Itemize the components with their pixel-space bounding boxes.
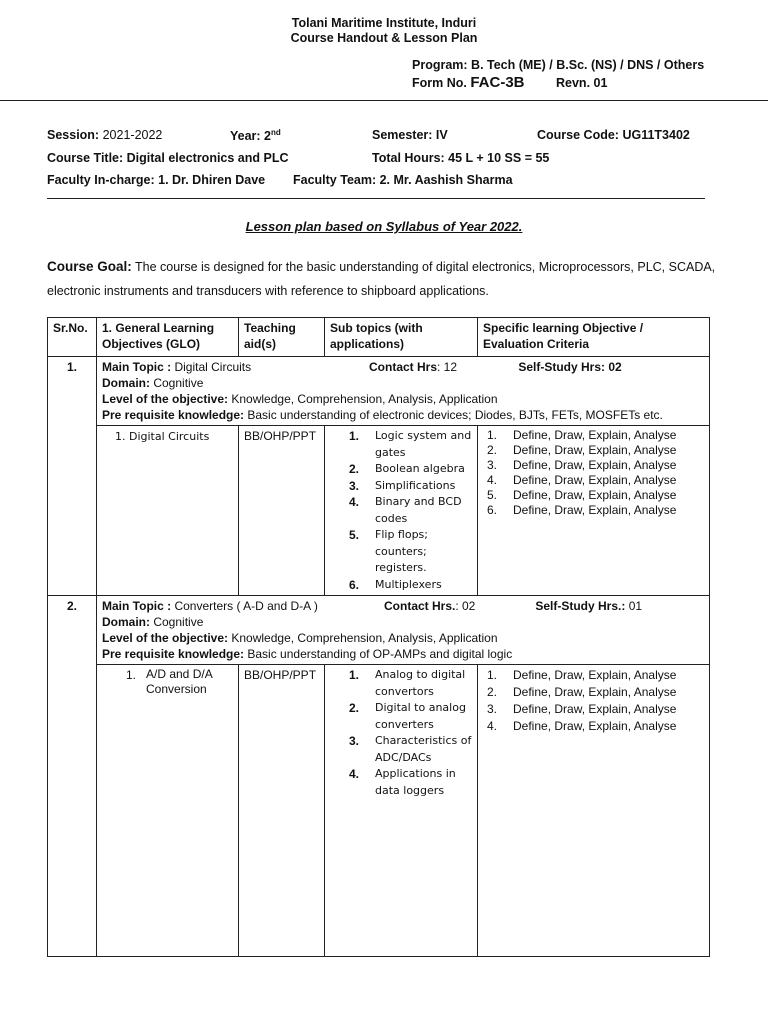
main-topic-line (102, 359, 704, 375)
prereq-value: Basic understanding of electronic devices; Diodes, BJTs, FETs, MOSFETs etc. (244, 408, 663, 422)
list-item: 5. Define, Draw, Explain, Analyse (487, 488, 677, 502)
main-topic-value: Digital Circuits (171, 360, 252, 374)
header-objective: Specific learning Objective / Evaluation Criteria (478, 318, 710, 357)
session-value: 2021-2022 (102, 128, 163, 142)
total-hours: Total Hours: 45 L + 10 SS = 55 (372, 151, 550, 165)
list-item: 3. Define, Draw, Explain, Analyse (487, 702, 677, 716)
lesson-plan-table (47, 317, 710, 957)
contact-hrs-label: Contact Hrs (369, 360, 438, 374)
aids-cell: BB/OHP/PPT (239, 426, 325, 596)
glo-cell (97, 426, 239, 596)
objectives-list (483, 667, 704, 735)
subtopics-list (349, 667, 472, 799)
list-item: 3. Characteristics of ADC/DACs (349, 734, 472, 764)
table-header-row (48, 318, 710, 357)
prereq-label: Pre requisite knowledge: (102, 647, 245, 661)
table-row (48, 665, 710, 957)
revision: Revn. 01 (556, 76, 608, 90)
subtopics-list (349, 428, 472, 593)
document-type: Course Handout & Lesson Plan (290, 31, 478, 45)
prereq-line (102, 407, 704, 423)
list-item: 2. Define, Draw, Explain, Analyse (487, 685, 677, 699)
header-aids: Teaching aid(s) (239, 318, 325, 357)
subtopics-cell (325, 426, 478, 596)
prereq-value: Basic understanding of OP-AMPs and digital logic (244, 647, 513, 661)
level-value: Knowledge, Comprehension, Analysis, Application (228, 392, 498, 406)
document-header (0, 16, 768, 46)
list-item: 1. Define, Draw, Explain, Analyse (487, 428, 677, 442)
prereq-line (102, 646, 704, 662)
level-label: Level of the objective: (102, 392, 229, 406)
session-label: Session: (47, 128, 100, 142)
prereq-label: Pre requisite knowledge: (102, 408, 245, 422)
topic-cell (97, 357, 710, 426)
course-goal-text: The course is designed for the basic understanding of digital electronics, Microprocessors, PLC, SCADA, electronic instruments and transducers with reference to shipboard applications. (47, 260, 716, 298)
list-item: 2. Digital to analog converters (349, 701, 466, 731)
meta-divider (47, 198, 705, 199)
header-subtopics: Sub topics (with applications) (325, 318, 478, 357)
lesson-plan-title: Lesson plan based on Syllabus of Year 2022. (245, 219, 523, 234)
srno-cell: 2. (48, 596, 97, 957)
self-study-label: Self-Study Hrs: 02 (518, 360, 622, 374)
level-line (102, 630, 704, 646)
list-item: 2. Boolean algebra (349, 462, 465, 476)
domain-label: Domain: (102, 376, 150, 390)
domain-value: Cognitive (150, 376, 204, 390)
domain-line (102, 375, 704, 391)
list-item: 3. Define, Draw, Explain, Analyse (487, 458, 677, 472)
domain-value: Cognitive (150, 615, 204, 629)
course-code (537, 128, 690, 142)
list-item: 3. Simplifications (349, 478, 456, 493)
form-number: FAC-3B (470, 74, 525, 91)
course-code-label: Course Code: (537, 128, 619, 142)
list-item: 6. Define, Draw, Explain, Analyse (487, 503, 677, 517)
course-title-value: Digital electronics and PLC (126, 151, 289, 165)
list-item: 1. Analog to digital convertors (349, 668, 466, 698)
header-glo: 1. General Learning Objectives (GLO) (97, 318, 239, 357)
topic-cell (97, 596, 710, 665)
faculty-team: Faculty Team: 2. Mr. Aashish Sharma (293, 173, 513, 187)
table-row (48, 357, 710, 426)
self-study-value: 01 (625, 599, 643, 613)
contact-hrs-value: : 02 (455, 599, 476, 613)
objectives-cell (478, 665, 710, 957)
subtopics-cell (325, 665, 478, 957)
list-item: 5. Flip flops; counters; registers. (349, 528, 428, 574)
list-item: 6. Multiplexers (349, 577, 442, 592)
list-item: 2. Define, Draw, Explain, Analyse (487, 443, 677, 457)
faculty-incharge: Faculty In-charge: 1. Dr. Dhiren Dave (47, 173, 266, 187)
course-title-label: Course Title: (47, 151, 124, 165)
list-item: 4. Applications in data loggers (349, 767, 456, 797)
domain-line (102, 614, 704, 630)
glo-number: 1. (125, 668, 136, 682)
institute-name: Tolani Maritime Institute, Induri (291, 16, 477, 30)
course-title (47, 151, 289, 165)
self-study-label: Self-Study Hrs.: (535, 599, 626, 613)
session (47, 128, 162, 142)
header-srno: Sr.No. (48, 318, 97, 357)
domain-label: Domain: (102, 615, 150, 629)
aids-cell: BB/OHP/PPT (239, 665, 325, 957)
year-label: Year: 2 (230, 129, 272, 144)
level-value: Knowledge, Comprehension, Analysis, Application (228, 631, 498, 645)
glo-cell (97, 665, 239, 957)
list-item: 1. Logic system and gates (349, 429, 472, 459)
glo-text: 1. Digital Circuits (115, 430, 210, 443)
objectives-cell (478, 426, 710, 596)
form-label: Form No. (412, 76, 467, 90)
year-sup: nd (271, 128, 281, 137)
list-item: 4. Define, Draw, Explain, Analyse (487, 473, 677, 487)
table-row (48, 596, 710, 665)
level-line (102, 391, 704, 407)
course-goal-label: Course Goal: (47, 259, 132, 274)
main-topic-label: Main Topic : (102, 360, 172, 374)
main-topic-value: Converters ( A-D and D-A ) (171, 599, 318, 613)
main-topic-label: Main Topic : (102, 599, 172, 613)
semester: Semester: IV (372, 128, 448, 142)
course-code-value: UG11T3402 (622, 128, 690, 142)
contact-hrs-label: Contact Hrs. (384, 599, 456, 613)
list-item: 1. Define, Draw, Explain, Analyse (487, 668, 677, 682)
level-label: Level of the objective: (102, 631, 229, 645)
contact-hrs-value: : 12 (437, 360, 458, 374)
srno-cell: 1. (48, 357, 97, 596)
header-divider (0, 100, 768, 101)
form-line (412, 74, 607, 91)
main-topic-line (102, 598, 704, 614)
course-goal (47, 255, 737, 303)
objectives-list (483, 428, 704, 518)
program-line: Program: B. Tech (ME) / B.Sc. (NS) / DNS / Others (412, 58, 705, 72)
list-item: 4. Define, Draw, Explain, Analyse (487, 719, 677, 733)
list-item: 4. Binary and BCD codes (349, 495, 462, 525)
table-row (48, 426, 710, 596)
year (230, 128, 281, 143)
glo-text: A/D and D/A Conversion (146, 667, 213, 696)
